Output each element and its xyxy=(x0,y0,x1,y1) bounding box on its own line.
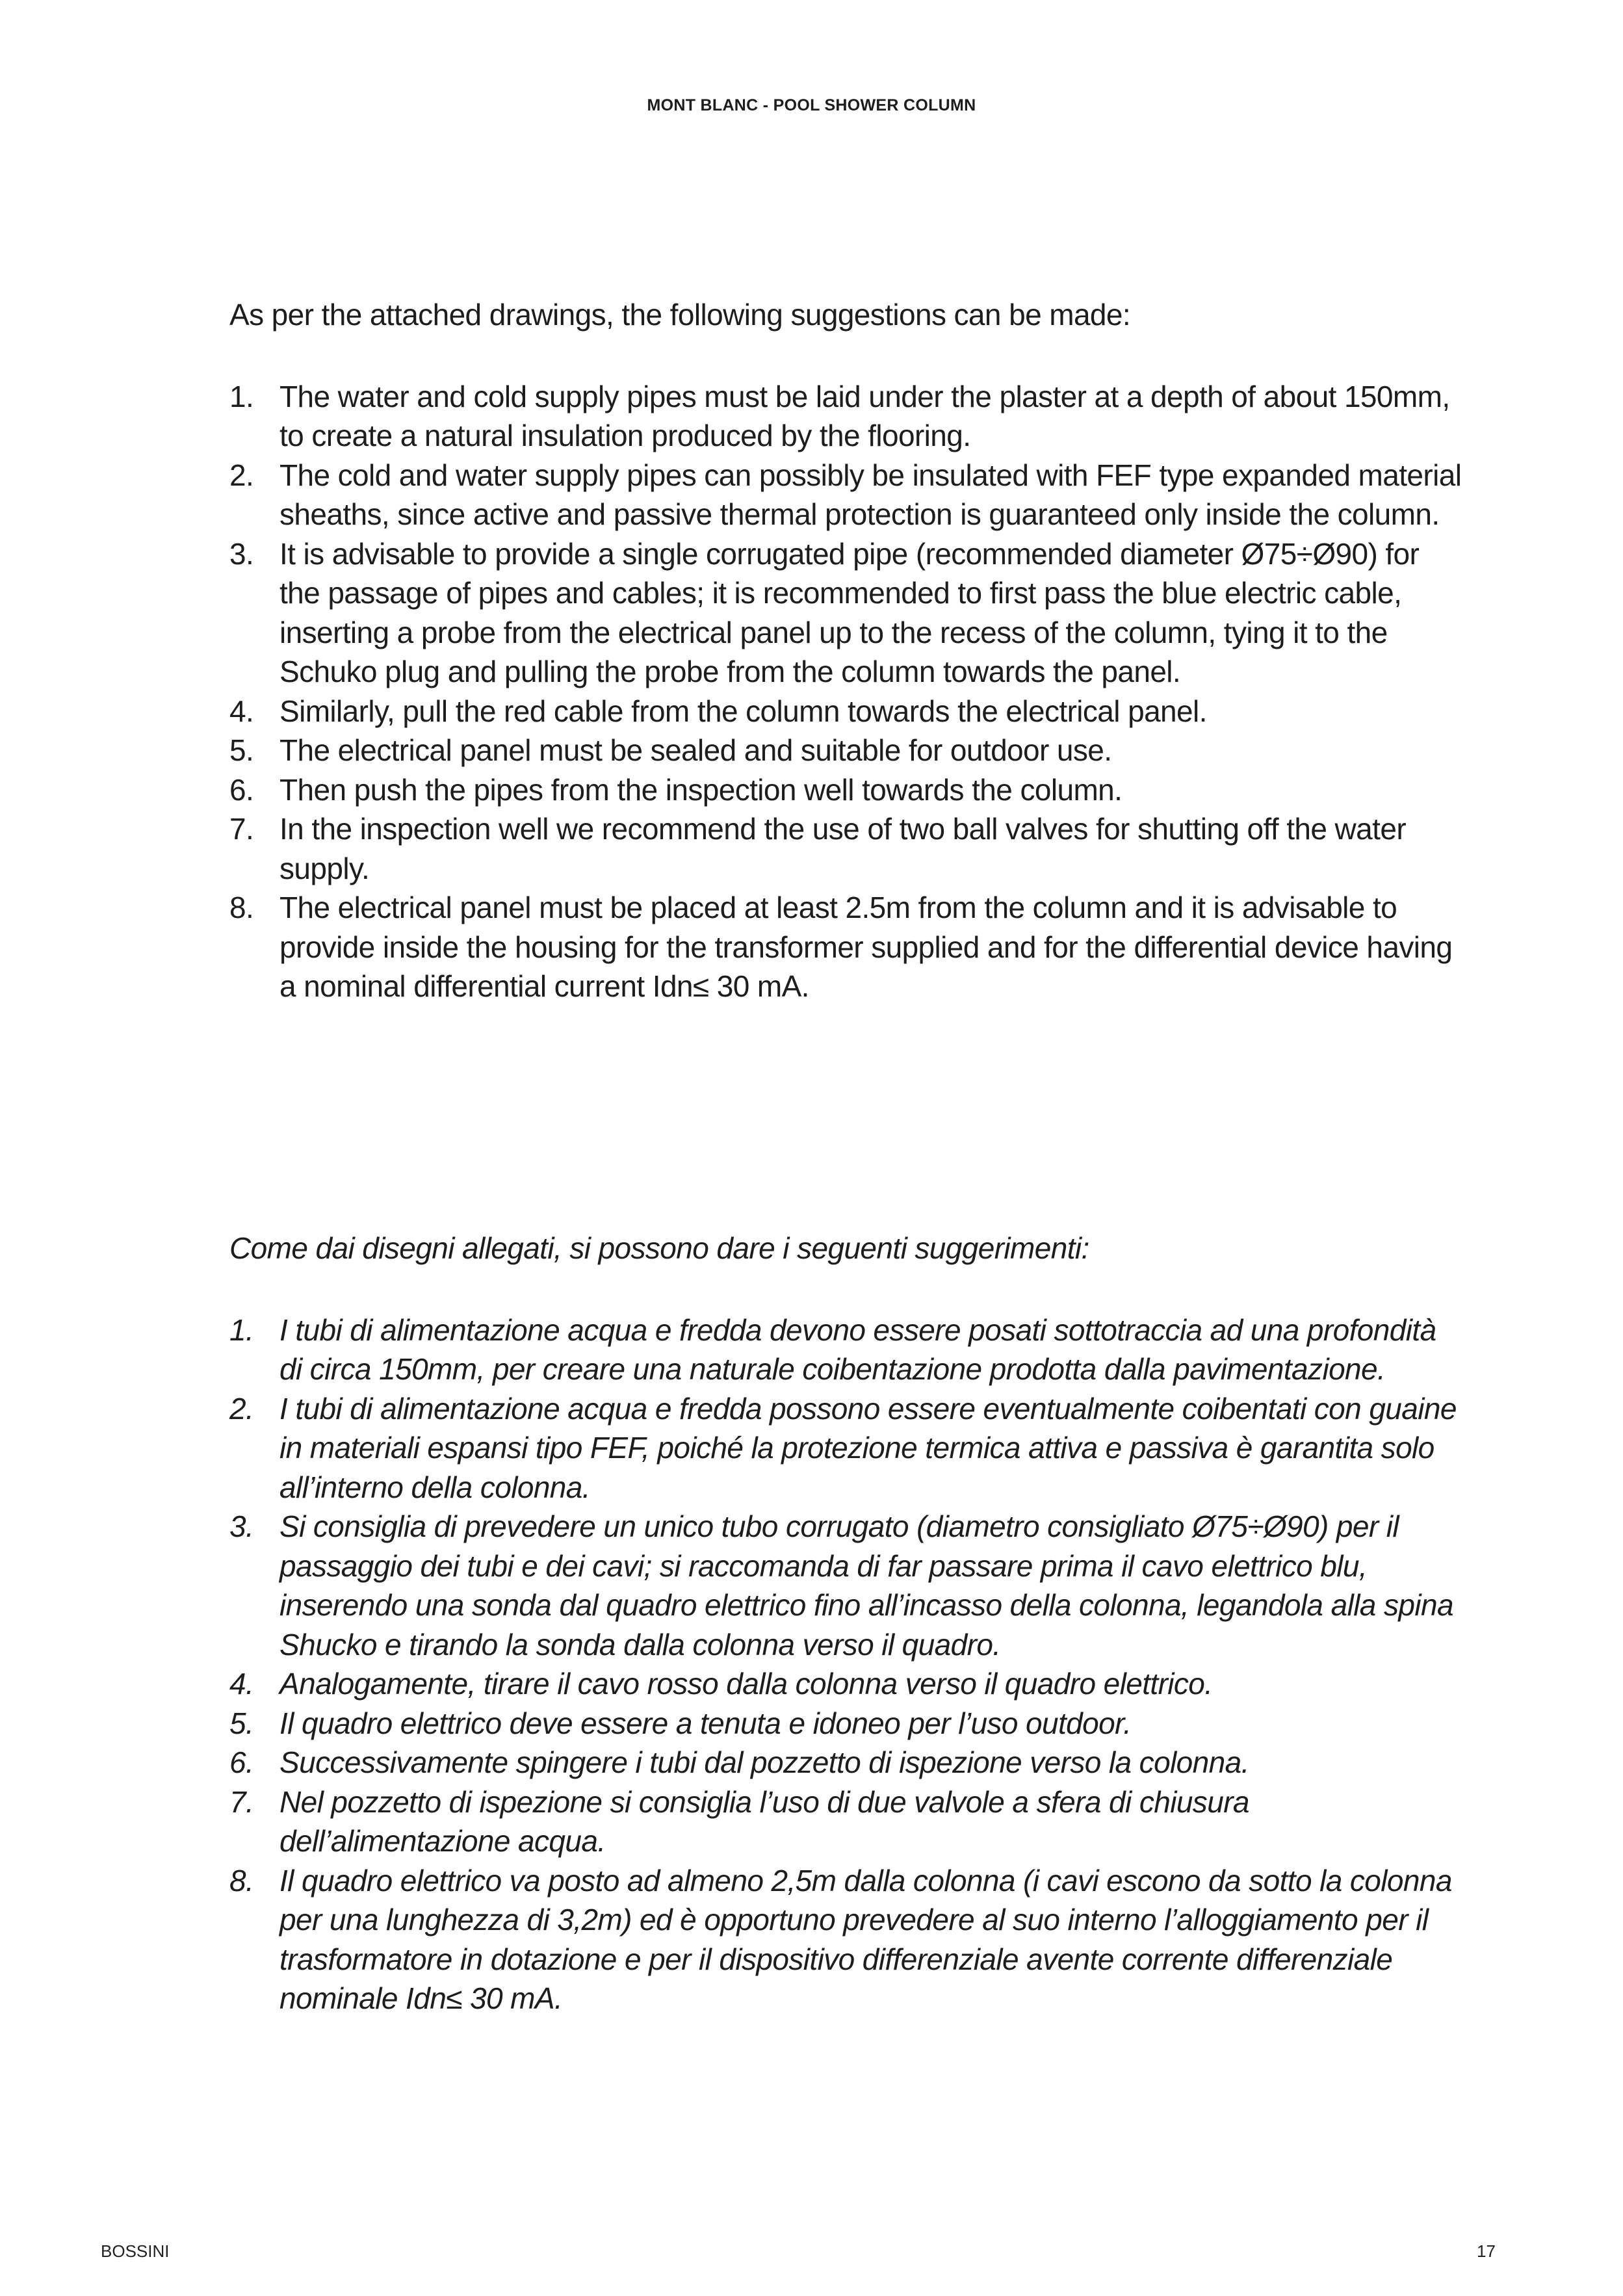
list-item xyxy=(229,534,1464,692)
italian-suggestions-list xyxy=(229,1311,1464,2018)
footer-brand: BOSSINI xyxy=(101,2241,170,2261)
item-text: Successivamente spingere i tubi dal pozzetto di ispezione verso la colonna. xyxy=(279,1745,1249,1779)
list-item xyxy=(229,377,1464,456)
list-item xyxy=(229,1743,1464,1782)
item-text: Si consiglia di prevedere un unico tubo corrugato (diametro consigliato Ø75÷Ø90) per il passaggio dei tubi e dei cavi; si raccomanda di far passare prima il cavo elettrico blu, inserendo una sonda dal quadro elettrico fino all’incasso della colonna, legandola alla spina Shucko e tirando la sonda dalla colonna verso il quadro. xyxy=(279,1509,1453,1662)
item-number: 2. xyxy=(229,458,254,492)
list-item xyxy=(229,1664,1464,1704)
item-text: Il quadro elettrico deve essere a tenuta e idoneo per l’uso outdoor. xyxy=(279,1706,1132,1740)
italian-intro: Come dai disegni allegati, si possono dare i seguenti suggerimenti: xyxy=(229,1231,1089,1265)
item-text: In the inspection well we recommend the use of two ball valves for shutting off the water supply. xyxy=(279,812,1407,885)
item-number: 3. xyxy=(229,1509,254,1543)
item-number: 7. xyxy=(229,1784,254,1819)
item-number: 2. xyxy=(229,1391,254,1426)
item-number: 8. xyxy=(229,891,254,924)
list-item xyxy=(229,888,1464,1006)
page-number: 17 xyxy=(1477,2241,1496,2261)
item-number: 4. xyxy=(229,694,254,728)
item-number: 7. xyxy=(229,812,254,846)
item-number: 4. xyxy=(229,1667,254,1701)
item-number: 5. xyxy=(229,1706,254,1740)
item-number: 8. xyxy=(229,1863,254,1898)
item-text: Then push the pipes from the inspection well towards the column. xyxy=(279,772,1123,807)
item-text: Il quadro elettrico va posto ad almeno 2,5m dalla colonna (i cavi escono da sotto la colonna per una lunghezza di 3,2m) ed è opportuno prevedere al suo interno l’alloggiamento per il trasformatore in dotazione e per il dispositivo differenziale avente corrente differenziale nominale Idn≤ 30 mA. xyxy=(279,1863,1452,2015)
item-text: It is advisable to provide a single corrugated pipe (recommended diameter Ø75÷Ø90) for the passage of pipes and cables; it is recommended to first pass the blue electric cable, inserting a probe from the electrical panel up to the recess of the column, tying it to the Schuko plug and pulling the probe from the column towards the panel. xyxy=(279,536,1420,688)
list-item xyxy=(229,1782,1464,1861)
list-item xyxy=(229,456,1464,534)
item-text: The electrical panel must be sealed and suitable for outdoor use. xyxy=(279,733,1112,767)
italian-section xyxy=(229,1229,1464,2018)
list-item xyxy=(229,1507,1464,1664)
english-intro: As per the attached drawings, the following suggestions can be made: xyxy=(229,298,1131,332)
list-item xyxy=(229,1704,1464,1743)
list-item xyxy=(229,731,1464,770)
english-suggestions-list xyxy=(229,377,1464,1006)
list-item xyxy=(229,809,1464,888)
list-item xyxy=(229,1861,1464,2018)
english-section xyxy=(229,295,1464,1006)
list-item xyxy=(229,1389,1464,1507)
list-item xyxy=(229,692,1464,731)
item-number: 5. xyxy=(229,733,254,767)
item-text: Similarly, pull the red cable from the column towards the electrical panel. xyxy=(279,694,1207,728)
list-item xyxy=(229,1311,1464,1389)
item-text: Nel pozzetto di ispezione si consiglia l’uso di due valvole a sfera di chiusura dell’alimentazione acqua. xyxy=(279,1784,1249,1858)
item-text: Analogamente, tirare il cavo rosso dalla colonna verso il quadro elettrico. xyxy=(279,1667,1213,1701)
item-text: The electrical panel must be placed at least 2.5m from the column and it is advisable to provide inside the housing for the transformer supplied and for the differential device having a nominal differential current Idn≤ 30 mA. xyxy=(279,891,1453,1003)
item-text: I tubi di alimentazione acqua e fredda devono essere posati sottotraccia ad una profondità di circa 150mm, per creare una naturale coibentazione prodotta dalla pavimentazione. xyxy=(279,1312,1436,1386)
item-text: The cold and water supply pipes can possibly be insulated with FEF type expanded material sheaths, since active and passive thermal protection is guaranteed only inside the column. xyxy=(279,458,1462,531)
item-number: 6. xyxy=(229,1745,254,1779)
item-number: 1. xyxy=(229,379,254,413)
document-header-title: MONT BLANC - POOL SHOWER COLUMN xyxy=(647,96,976,114)
item-number: 3. xyxy=(229,536,254,571)
item-text: The water and cold supply pipes must be laid under the plaster at a depth of about 150mm, to create a natural insulation produced by the flooring. xyxy=(279,379,1450,452)
list-item xyxy=(229,770,1464,810)
item-number: 1. xyxy=(229,1312,254,1347)
item-number: 6. xyxy=(229,772,254,807)
item-text: I tubi di alimentazione acqua e fredda possono essere eventualmente coibentati con guaine in materiali espansi tipo FEF, poiché la protezione termica attiva e passiva è garantita solo all’interno della colonna. xyxy=(279,1391,1457,1504)
